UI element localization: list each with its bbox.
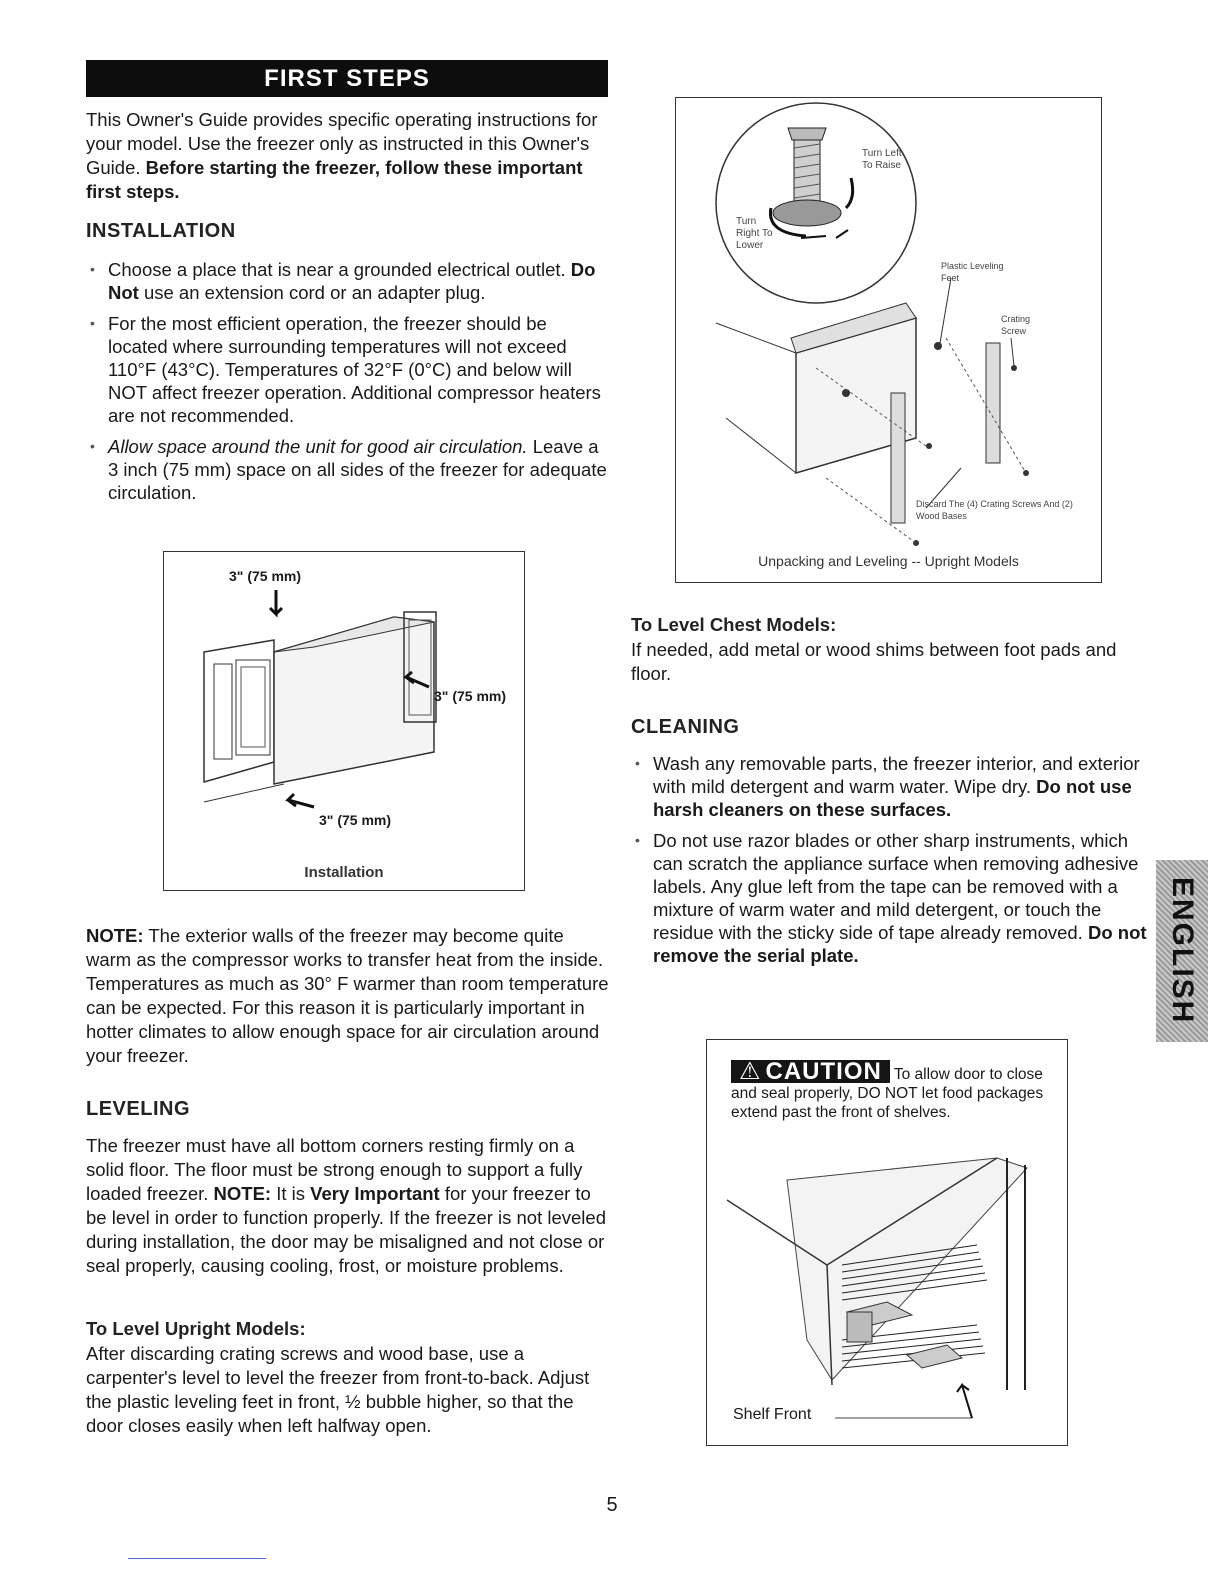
caution-badge-label: CAUTION [765, 1058, 882, 1085]
label-turn-right: Turn Right To Lower [736, 216, 773, 251]
shelf-illustration [707, 1040, 1067, 1445]
installation-illustration [164, 552, 524, 890]
cleaning-bullet-2 [631, 829, 1151, 967]
installation-caption: Installation [304, 864, 384, 881]
upright-heading: To Level Upright Models: [86, 1318, 306, 1339]
intro-text: This Owner's Guide provides specific operating instructions for your model. Use the freezer only as instructed in this Owner's Guide. [86, 109, 598, 178]
leveling-heading: LEVELING [86, 1098, 191, 1120]
installation-bullet-2 [86, 312, 611, 427]
bullet-text: Leave a 3 inch (75 mm) space on all sides of the freezer for adequate circulation. [108, 436, 607, 503]
bullet-text: Do not use razor blades or other sharp instruments, which can scratch the appliance surface when removing adhesive labels. Any glue left from the tape can be removed with a mixture of warm water and mild detergent, or touch the residue with the sticky side of tape already removed. [653, 830, 1139, 943]
upright-paragraph: After discarding crating screws and wood base, use a carpenter's level to level the freezer from front-to-back. Adjust the plastic leveling feet in front, ½ bubble higher, so that the door closes easily when left halfway open. [86, 1343, 590, 1436]
note-text: The exterior walls of the freezer may become quite warm as the compressor works to transfer heat from the inside. Temperatures as much as 30° F warmer than room temperature can be expected. For this reason it is particularly important in hotter climates to allow enough space for air circulation around your freezer. [86, 925, 609, 1066]
unpacking-figure [675, 97, 1102, 583]
bullet-bold: Do not remove the serial plate. [653, 922, 1147, 966]
language-tab [1156, 860, 1208, 1042]
installation-heading: INSTALLATION [86, 220, 236, 242]
warning-triangle-icon: ⚠ [739, 1058, 762, 1085]
installation-figure [163, 551, 525, 891]
section-title: FIRST STEPS [264, 64, 430, 92]
intro-paragraph [86, 108, 611, 204]
unpacking-caption: Unpacking and Leveling -- Upright Models [758, 553, 1019, 569]
bullet-text: use an extension cord or an adapter plug. [138, 282, 486, 303]
footer-rule [128, 1558, 266, 1559]
caution-text: To allow door to close and seal properly, DO NOT let food packages extend past the front of shelves. [731, 1066, 1044, 1121]
note-label: NOTE: [86, 925, 144, 946]
label-crating-screw: Crating Screw [1001, 314, 1031, 336]
chest-heading: To Level Chest Models: [631, 614, 837, 635]
leveling-very-important: Very Important [310, 1183, 440, 1204]
chest-paragraph: If needed, add metal or wood shims between foot pads and floor. [631, 639, 1117, 684]
bullet-text: Wash any removable parts, the freezer interior, and exterior with mild detergent and warm water. Wipe dry. [653, 753, 1140, 797]
install-label-right: 3" (75 mm) [434, 688, 506, 704]
cleaning-heading: CLEANING [631, 716, 740, 738]
bullet-bold: Do not use harsh cleaners on these surfaces. [653, 776, 1132, 820]
leveling-text: The freezer must have all bottom corners resting firmly on a solid floor. The floor must be strong enough to support a fully loaded freezer. [86, 1135, 583, 1204]
leveling-paragraph [86, 1134, 611, 1278]
caution-box [706, 1039, 1068, 1446]
bullet-bold: Do Not [108, 259, 596, 303]
leveling-note-label: NOTE: [213, 1183, 272, 1204]
bullet-text: For the most efficient operation, the freezer should be located where surrounding temperatures will not exceed 110°F (43°C). Temperatures of 32°F (0°C) and below will NOT affect freezer operation. Additional compressor heaters are not recommended. [108, 313, 601, 426]
language-tab-label: ENGLISH [1166, 877, 1199, 1025]
bullet-text: Choose a place that is near a grounded electrical outlet. [108, 259, 571, 280]
page-number: 5 [606, 1494, 618, 1516]
label-discard: Discard The (4) Crating Screws And (2) Wood Bases [916, 499, 1073, 521]
install-label-top: 3" (75 mm) [229, 568, 301, 584]
installation-bullet-1 [86, 258, 611, 304]
intro-bold: Before starting the freezer, follow these important first steps. [86, 157, 583, 202]
installation-bullet-3 [86, 435, 611, 504]
leveling-text: It is [271, 1183, 311, 1204]
note-paragraph [86, 924, 611, 1068]
leveling-text: for your freezer to be level in order to function properly. If the freezer is not leveled during installation, the door may be misaligned and not close or seal properly, causing cooling, frost, or moisture problems. [86, 1183, 606, 1276]
cleaning-list [631, 752, 1151, 975]
cleaning-bullet-1 [631, 752, 1151, 821]
label-turn-left: Turn Left To Raise [862, 148, 902, 171]
label-leveling-feet: Plastic Leveling Feet [941, 261, 1004, 283]
shelf-front-label: Shelf Front [733, 1406, 812, 1423]
bullet-italic: Allow space around the unit for good air circulation. [108, 436, 528, 457]
installation-list [86, 258, 611, 512]
install-label-bottom: 3" (75 mm) [319, 812, 391, 828]
section-title-bar [86, 60, 608, 97]
